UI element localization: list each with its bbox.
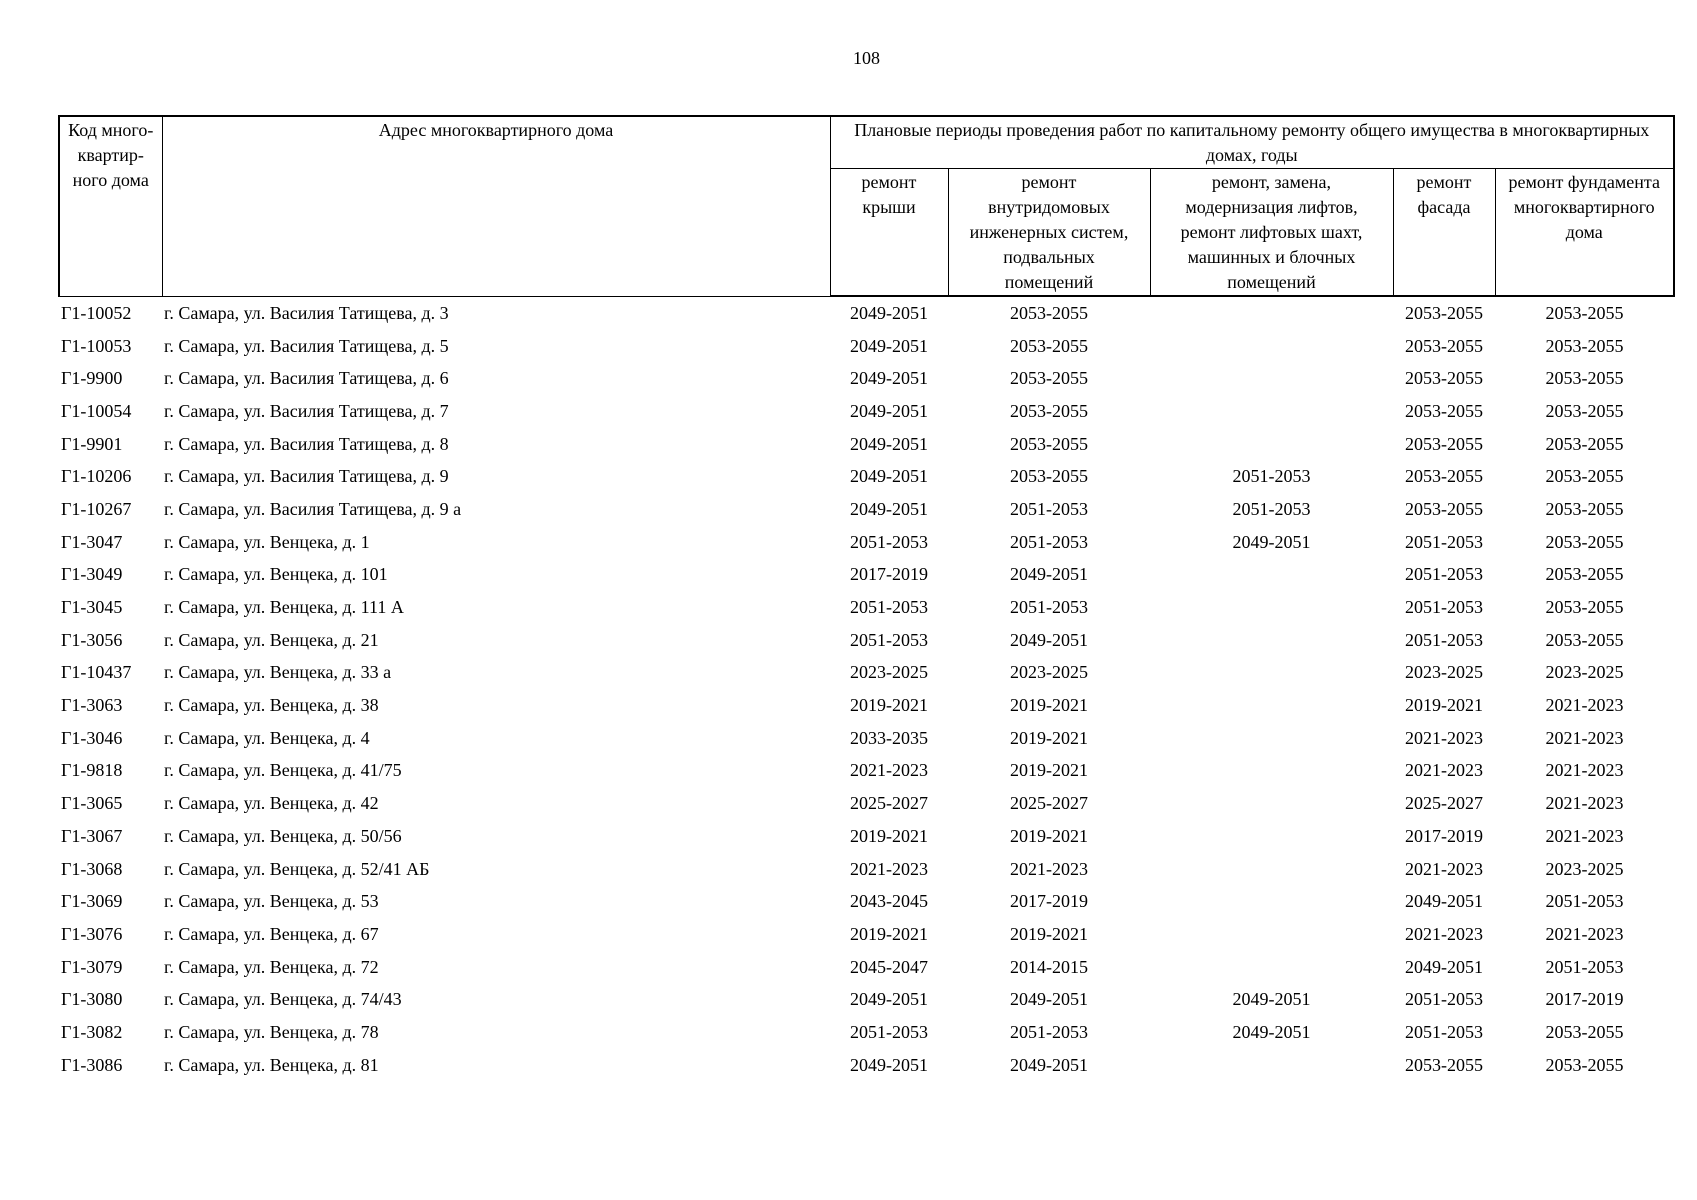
cell-address: г. Самара, ул. Венцека, д. 50/56 — [164, 825, 402, 846]
cell-facade: 2019-2021 — [1405, 695, 1483, 716]
cell-lifts: 2051-2053 — [1232, 466, 1311, 487]
table-row — [59, 1049, 1674, 1082]
cell-foundation: 2053-2055 — [1545, 335, 1624, 356]
cell-code: Г1-10437 — [61, 662, 132, 683]
page-number: 108 — [853, 48, 880, 68]
cell-address: г. Самара, ул. Венцека, д. 78 — [164, 1021, 379, 1042]
cell-facade: 2051-2053 — [1405, 1021, 1483, 1042]
cell-facade: 2021-2023 — [1405, 858, 1483, 879]
cell-foundation: 2053-2055 — [1545, 368, 1624, 389]
cell-code: Г1-3049 — [61, 564, 123, 585]
cell-foundation: 2023-2025 — [1545, 662, 1624, 683]
table-row — [59, 1016, 1674, 1049]
cell-address: г. Самара, ул. Венцека, д. 33 а — [164, 662, 392, 683]
header-roof — [830, 169, 948, 297]
cell-foundation: 2053-2055 — [1545, 629, 1624, 650]
cell-lifts — [1150, 362, 1393, 395]
table-row — [59, 493, 1674, 526]
cell-engineering: 2049-2051 — [1010, 989, 1088, 1010]
cell-foundation: 2021-2023 — [1545, 923, 1624, 944]
cell-facade: 2051-2053 — [1405, 564, 1483, 585]
cell-lifts — [1150, 787, 1393, 820]
cell-address: г. Самара, ул. Венцека, д. 42 — [164, 793, 379, 814]
cell-engineering: 2051-2053 — [1010, 597, 1088, 618]
cell-lifts — [1150, 689, 1393, 722]
cell-address: г. Самара, ул. Василия Татищева, д. 9 — [164, 466, 449, 487]
cell-foundation: 2051-2053 — [1545, 891, 1624, 912]
cell-lifts — [1150, 591, 1393, 624]
table-row — [59, 296, 1674, 330]
table-row — [59, 918, 1674, 951]
cell-roof: 2049-2051 — [850, 498, 928, 519]
cell-roof: 2043-2045 — [850, 891, 928, 912]
cell-lifts — [1150, 918, 1393, 951]
cell-engineering: 2021-2023 — [1010, 858, 1088, 879]
table-row — [59, 559, 1674, 592]
cell-roof: 2019-2021 — [850, 695, 928, 716]
cell-code: Г1-3046 — [61, 727, 123, 748]
table-row — [59, 722, 1674, 755]
table-row — [59, 689, 1674, 722]
cell-lifts — [1150, 624, 1393, 657]
cell-foundation: 2053-2055 — [1545, 1021, 1624, 1042]
cell-engineering: 2017-2019 — [1010, 891, 1088, 912]
cell-lifts — [1150, 330, 1393, 363]
cell-engineering: 2019-2021 — [1010, 727, 1088, 748]
cell-engineering: 2019-2021 — [1010, 695, 1088, 716]
cell-facade: 2049-2051 — [1405, 891, 1483, 912]
cell-code: Г1-3056 — [61, 629, 123, 650]
cell-engineering: 2053-2055 — [1010, 368, 1088, 389]
table-row — [59, 755, 1674, 788]
cell-roof: 2051-2053 — [850, 531, 928, 552]
table-row — [59, 983, 1674, 1016]
cell-roof: 2019-2021 — [850, 923, 928, 944]
cell-facade: 2053-2055 — [1405, 302, 1483, 323]
cell-roof: 2051-2053 — [850, 1021, 928, 1042]
cell-facade: 2025-2027 — [1405, 793, 1483, 814]
cell-address: г. Самара, ул. Василия Татищева, д. 7 — [164, 400, 449, 421]
cell-foundation: 2053-2055 — [1545, 498, 1624, 519]
cell-engineering: 2053-2055 — [1010, 400, 1088, 421]
cell-address: г. Самара, ул. Венцека, д. 67 — [164, 923, 379, 944]
header-periods-label: Плановые периоды проведения работ по капитальному ремонту общего имущества в многоквартирных домах, годы — [854, 120, 1650, 165]
cell-facade: 2053-2055 — [1405, 498, 1483, 519]
cell-lifts — [1150, 395, 1393, 428]
cell-lifts — [1150, 722, 1393, 755]
capital-repair-table — [58, 115, 1675, 1082]
cell-foundation: 2053-2055 — [1545, 302, 1624, 323]
cell-code: Г1-10054 — [61, 400, 132, 421]
cell-lifts — [1150, 657, 1393, 690]
cell-engineering: 2051-2053 — [1010, 498, 1088, 519]
cell-foundation: 2023-2025 — [1545, 858, 1624, 879]
header-lifts-label: ремонт, замена, модернизация лифтов, ремонт лифтовых шахт, машинных и блочных помещений — [1180, 172, 1363, 292]
cell-code: Г1-10052 — [61, 302, 132, 323]
cell-roof: 2025-2027 — [850, 793, 928, 814]
table-header — [59, 116, 1674, 296]
cell-address: г. Самара, ул. Василия Татищева, д. 3 — [164, 302, 449, 323]
header-engineering — [948, 169, 1150, 297]
table-row — [59, 591, 1674, 624]
cell-foundation: 2021-2023 — [1545, 695, 1624, 716]
cell-roof: 2017-2019 — [850, 564, 928, 585]
cell-engineering: 2053-2055 — [1010, 335, 1088, 356]
table-row — [59, 362, 1674, 395]
header-address — [162, 116, 830, 296]
cell-facade: 2053-2055 — [1405, 466, 1483, 487]
table-row — [59, 526, 1674, 559]
cell-address: г. Самара, ул. Василия Татищева, д. 9 а — [164, 498, 462, 519]
cell-address: г. Самара, ул. Венцека, д. 72 — [164, 956, 379, 977]
cell-foundation: 2021-2023 — [1545, 727, 1624, 748]
cell-code: Г1-9901 — [61, 433, 123, 454]
header-roof-label: ремонт крыши — [861, 172, 917, 217]
cell-engineering: 2051-2053 — [1010, 1021, 1088, 1042]
cell-facade: 2053-2055 — [1405, 400, 1483, 421]
cell-address: г. Самара, ул. Венцека, д. 53 — [164, 891, 379, 912]
header-facade-label: ремонт фасада — [1416, 172, 1472, 217]
cell-foundation: 2053-2055 — [1545, 531, 1624, 552]
cell-lifts — [1150, 853, 1393, 886]
cell-facade: 2053-2055 — [1405, 1054, 1483, 1075]
cell-roof: 2049-2051 — [850, 302, 928, 323]
cell-address: г. Самара, ул. Венцека, д. 111 А — [164, 597, 404, 618]
cell-lifts: 2049-2051 — [1232, 989, 1311, 1010]
table-row — [59, 885, 1674, 918]
cell-lifts — [1150, 428, 1393, 461]
cell-code: Г1-3079 — [61, 956, 123, 977]
cell-roof: 2021-2023 — [850, 760, 928, 781]
cell-foundation: 2021-2023 — [1545, 825, 1624, 846]
cell-lifts — [1150, 951, 1393, 984]
header-periods — [830, 116, 1674, 169]
cell-engineering: 2019-2021 — [1010, 760, 1088, 781]
cell-address: г. Самара, ул. Венцека, д. 41/75 — [164, 760, 402, 781]
cell-roof: 2045-2047 — [850, 956, 928, 977]
cell-code: Г1-9818 — [61, 760, 123, 781]
cell-roof: 2049-2051 — [850, 433, 928, 454]
cell-address: г. Самара, ул. Венцека, д. 81 — [164, 1054, 379, 1075]
cell-foundation: 2053-2055 — [1545, 597, 1624, 618]
cell-lifts: 2051-2053 — [1232, 498, 1311, 519]
table-body — [59, 296, 1674, 1082]
cell-engineering: 2049-2051 — [1010, 629, 1088, 650]
cell-facade: 2053-2055 — [1405, 368, 1483, 389]
cell-foundation: 2021-2023 — [1545, 793, 1624, 814]
cell-lifts — [1150, 885, 1393, 918]
cell-roof: 2049-2051 — [850, 466, 928, 487]
cell-facade: 2051-2053 — [1405, 629, 1483, 650]
cell-code: Г1-10206 — [61, 466, 132, 487]
cell-foundation: 2053-2055 — [1545, 433, 1624, 454]
cell-engineering: 2051-2053 — [1010, 531, 1088, 552]
cell-code: Г1-3069 — [61, 891, 123, 912]
cell-code: Г1-10053 — [61, 335, 132, 356]
cell-code: Г1-3086 — [61, 1054, 123, 1075]
cell-foundation: 2051-2053 — [1545, 956, 1624, 977]
cell-code: Г1-3082 — [61, 1021, 123, 1042]
cell-engineering: 2014-2015 — [1010, 956, 1088, 977]
cell-facade: 2017-2019 — [1405, 825, 1483, 846]
cell-lifts: 2049-2051 — [1232, 531, 1311, 552]
cell-lifts — [1150, 559, 1393, 592]
cell-engineering: 2049-2051 — [1010, 564, 1088, 585]
table-row — [59, 820, 1674, 853]
cell-facade: 2021-2023 — [1405, 727, 1483, 748]
cell-roof: 2023-2025 — [850, 662, 928, 683]
cell-address: г. Самара, ул. Василия Татищева, д. 6 — [164, 368, 449, 389]
cell-code: Г1-3068 — [61, 858, 123, 879]
table-row — [59, 624, 1674, 657]
cell-address: г. Самара, ул. Венцека, д. 74/43 — [164, 989, 402, 1010]
cell-foundation: 2053-2055 — [1545, 400, 1624, 421]
cell-foundation: 2021-2023 — [1545, 760, 1624, 781]
header-code-label: Код много- квартир- ного дома — [68, 120, 154, 190]
cell-address: г. Самара, ул. Венцека, д. 101 — [164, 564, 388, 585]
table-row — [59, 395, 1674, 428]
cell-code: Г1-3045 — [61, 597, 123, 618]
table-row — [59, 330, 1674, 363]
cell-engineering: 2053-2055 — [1010, 466, 1088, 487]
cell-facade: 2051-2053 — [1405, 989, 1483, 1010]
cell-address: г. Самара, ул. Венцека, д. 4 — [164, 727, 370, 748]
cell-engineering: 2025-2027 — [1010, 793, 1088, 814]
cell-code: Г1-3080 — [61, 989, 123, 1010]
cell-lifts — [1150, 755, 1393, 788]
cell-lifts — [1150, 820, 1393, 853]
cell-foundation: 2053-2055 — [1545, 466, 1624, 487]
header-foundation-label: ремонт фундамента многоквартирного дома — [1508, 172, 1660, 242]
header-foundation — [1495, 169, 1674, 297]
cell-engineering: 2049-2051 — [1010, 1054, 1088, 1075]
cell-code: Г1-3067 — [61, 825, 123, 846]
table-row — [59, 787, 1674, 820]
table-row — [59, 951, 1674, 984]
cell-roof: 2021-2023 — [850, 858, 928, 879]
cell-code: Г1-3063 — [61, 695, 123, 716]
cell-facade: 2023-2025 — [1405, 662, 1483, 683]
cell-facade: 2051-2053 — [1405, 597, 1483, 618]
cell-engineering: 2019-2021 — [1010, 923, 1088, 944]
header-code — [59, 116, 162, 296]
cell-address: г. Самара, ул. Василия Татищева, д. 5 — [164, 335, 449, 356]
cell-facade: 2051-2053 — [1405, 531, 1483, 552]
cell-address: г. Самара, ул. Венцека, д. 38 — [164, 695, 379, 716]
cell-roof: 2051-2053 — [850, 597, 928, 618]
cell-lifts — [1150, 296, 1393, 330]
cell-roof: 2049-2051 — [850, 989, 928, 1010]
cell-facade: 2021-2023 — [1405, 923, 1483, 944]
cell-facade: 2053-2055 — [1405, 335, 1483, 356]
table-row — [59, 657, 1674, 690]
cell-roof: 2049-2051 — [850, 1054, 928, 1075]
cell-roof: 2033-2035 — [850, 727, 928, 748]
header-facade — [1393, 169, 1495, 297]
cell-lifts: 2049-2051 — [1232, 1021, 1311, 1042]
cell-address: г. Самара, ул. Венцека, д. 1 — [164, 531, 370, 552]
cell-address: г. Самара, ул. Василия Татищева, д. 8 — [164, 433, 449, 454]
header-address-label: Адрес многоквартирного дома — [378, 120, 614, 140]
cell-code: Г1-9900 — [61, 368, 123, 389]
cell-roof: 2051-2053 — [850, 629, 928, 650]
cell-facade: 2021-2023 — [1405, 760, 1483, 781]
cell-roof: 2049-2051 — [850, 368, 928, 389]
header-engineering-label: ремонт внутридомовых инженерных систем, подвальных помещений — [969, 172, 1129, 292]
cell-address: г. Самара, ул. Венцека, д. 21 — [164, 629, 379, 650]
cell-code: Г1-3047 — [61, 531, 123, 552]
cell-roof: 2019-2021 — [850, 825, 928, 846]
cell-roof: 2049-2051 — [850, 335, 928, 356]
table-row — [59, 428, 1674, 461]
cell-code: Г1-3076 — [61, 923, 123, 944]
cell-engineering: 2053-2055 — [1010, 302, 1088, 323]
table-row — [59, 853, 1674, 886]
cell-facade: 2053-2055 — [1405, 433, 1483, 454]
cell-engineering: 2023-2025 — [1010, 662, 1088, 683]
cell-engineering: 2019-2021 — [1010, 825, 1088, 846]
cell-lifts — [1150, 1049, 1393, 1082]
cell-facade: 2049-2051 — [1405, 956, 1483, 977]
cell-foundation: 2053-2055 — [1545, 1054, 1624, 1075]
cell-roof: 2049-2051 — [850, 400, 928, 421]
cell-code: Г1-3065 — [61, 793, 123, 814]
header-lifts — [1150, 169, 1393, 297]
cell-foundation: 2017-2019 — [1545, 989, 1624, 1010]
cell-code: Г1-10267 — [61, 498, 132, 519]
cell-address: г. Самара, ул. Венцека, д. 52/41 АБ — [164, 858, 430, 879]
cell-engineering: 2053-2055 — [1010, 433, 1088, 454]
cell-foundation: 2053-2055 — [1545, 564, 1624, 585]
table-row — [59, 460, 1674, 493]
